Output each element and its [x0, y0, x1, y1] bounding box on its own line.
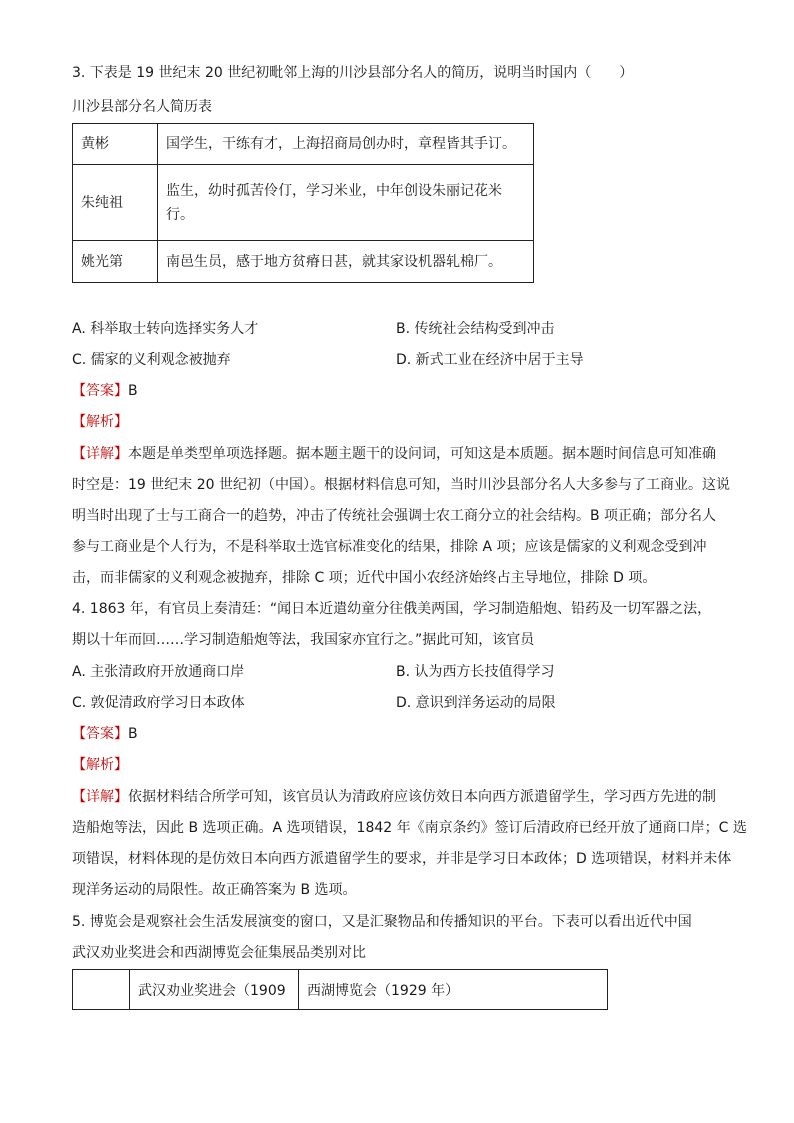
- q4-option-d: D. 意识到洋务运动的局限: [396, 695, 556, 711]
- q5-header-xihu: 西湖博览会（1929 年）: [299, 970, 608, 1010]
- q3-detail-text-1: 本题是单类型单项选择题。据本题主题干的设问词，可知这是本质题。据本题时间信息可知准确: [128, 446, 716, 462]
- q3-detail-line-3: 明当时出现了士与工商合一的趋势，冲击了传统社会强调士农工商分立的社会结构。B 项正确；部分名人: [72, 508, 717, 524]
- q4-answer-value: B: [128, 726, 138, 742]
- q3-row-1-desc: 国学生，干练有才，上海招商局创办时，章程皆其手订。: [158, 124, 534, 165]
- q4-detail-line-4: 现洋务运动的局限性。故正确答案为 B 选项。: [72, 882, 357, 898]
- q4-answer-label: 【答案】: [72, 726, 128, 742]
- q4-stem-line-1: 4. 1863 年，有官员上奏清廷：“闻日本近遣幼童分往俄美两国，学习制造船炮、铅药及一切军器之法，: [72, 601, 712, 617]
- q5-stem: 5. 博览会是观察社会生活发展演变的窗口，又是汇聚物品和传播知识的平台。下表可以看出近代中国: [72, 914, 692, 930]
- q3-analysis-label: 【解析】: [72, 414, 128, 430]
- q3-option-c: C. 儒家的义利观念被抛弃: [72, 352, 231, 368]
- q3-table-title: 川沙县部分名人简历表: [72, 99, 212, 115]
- q5-header-wuhan: 武汉劝业奖进会（1909: [130, 970, 299, 1010]
- q3-answer: [72, 381, 138, 401]
- q3-row-2-desc-line-1: 监生，幼时孤苦伶仃，学习米业，中年创设朱丽记花米: [166, 182, 502, 199]
- q3-detail-line-4: 参与工商业是个人行为，不是科举取士选官标准变化的结果，排除 A 项；应该是儒家的义利观念受到冲: [72, 539, 707, 555]
- q3-answer-value: B: [128, 383, 138, 399]
- q3-option-a: A. 科举取士转向选择实务人才: [72, 321, 259, 337]
- q5-table-title: 武汉劝业奖进会和西湖博览会征集展品类别对比: [72, 945, 366, 961]
- q4-detail-line-1: [72, 787, 716, 807]
- q4-option-a: A. 主张清政府开放通商口岸: [72, 664, 245, 680]
- q3-detail-line-5: 击，而非儒家的义利观念被抛弃，排除 C 项；近代中国小农经济始终占主导地位，排除 D 项。: [72, 570, 657, 586]
- q3-option-b: B. 传统社会结构受到冲击: [396, 321, 555, 337]
- q4-detail-line-3: 项错误，材料体现的是仿效日本向西方派遣留学生的要求，并非是学习日本政体；D 选项错误，材料并未体: [72, 851, 732, 867]
- q4-detail-line-2: 造船炮等法，因此 B 选项正确。A 选项错误，1842 年《南京条约》签订后清政府已经开放了通商口岸；C 选: [72, 820, 747, 836]
- q4-answer: [72, 724, 138, 744]
- q4-analysis-label: 【解析】: [72, 757, 128, 773]
- q4-stem-line-2: 期以十年而回……学习制造船炮等法，我国家亦宜行之。”据此可知，该官员: [72, 632, 535, 648]
- q3-detail-label: 【详解】: [72, 446, 128, 462]
- q3-row-2-name: 朱纯祖: [73, 165, 158, 241]
- q3-row-3-name: 姚光第: [73, 241, 158, 283]
- q4-detail-label: 【详解】: [72, 789, 128, 805]
- q4-detail-text-1: 依据材料结合所学可知，该官员认为清政府应该仿效日本向西方派遣留学生，学习西方先进的制: [128, 789, 716, 805]
- q3-stem: 3. 下表是 19 世纪末 20 世纪初毗邻上海的川沙县部分名人的简历，说明当时国内（ ）: [72, 65, 634, 81]
- q3-row-2-desc: [158, 165, 534, 241]
- q3-answer-label: 【答案】: [72, 383, 128, 399]
- q3-row-3-desc: 南邑生员，感于地方贫瘠日甚，就其家设机器轧棉厂。: [158, 241, 534, 283]
- q5-header-blank: [73, 970, 130, 1010]
- q3-option-d: D. 新式工业在经济中居于主导: [396, 352, 584, 368]
- q3-table: [72, 123, 534, 283]
- q3-detail-line-1: [72, 444, 716, 464]
- q3-row-1-name: 黄彬: [73, 124, 158, 165]
- q4-option-c: C. 敦促清政府学习日本政体: [72, 695, 245, 711]
- q3-detail-line-2: 时空是：19 世纪末 20 世纪初（中国）。根据材料信息可知，当时川沙县部分名人大多参与了工商业。这说: [72, 477, 730, 493]
- q5-table: [72, 969, 608, 1010]
- q3-row-2-desc-line-2: 行。: [166, 206, 194, 223]
- q4-option-b: B. 认为西方长技值得学习: [396, 664, 555, 680]
